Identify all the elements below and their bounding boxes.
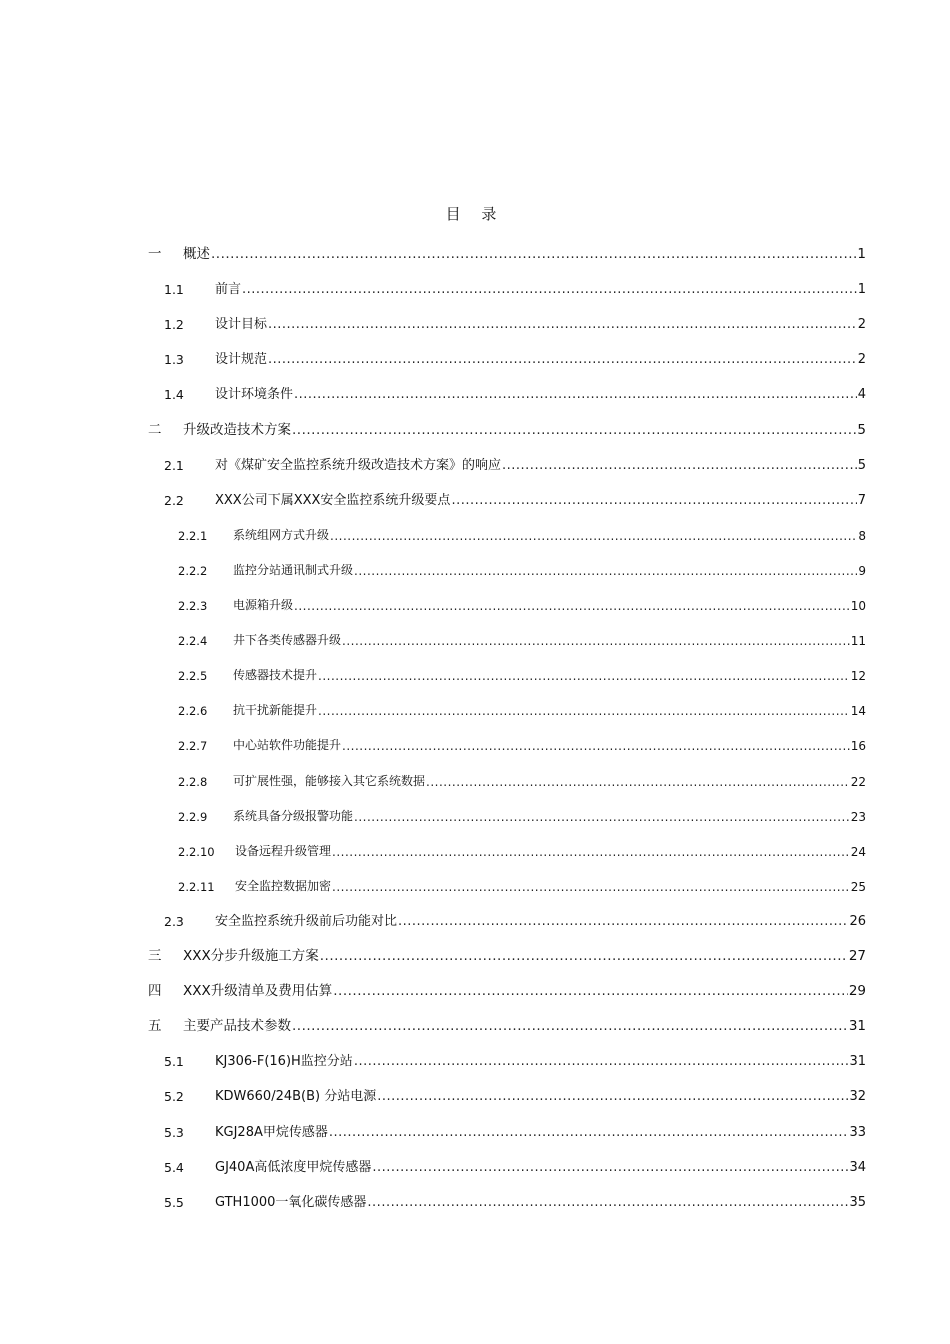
dot-leader xyxy=(242,282,857,297)
toc-entry-number: 2.2.3 xyxy=(178,599,208,613)
toc-entry-label: 升级改造技术方案 xyxy=(183,421,291,438)
toc-entry-page-number: 27 xyxy=(848,948,866,964)
dot-leader xyxy=(320,948,848,964)
toc-entry-page-number: 1 xyxy=(857,246,866,262)
toc-entry-label: 安全监控系统升级前后功能对比 xyxy=(215,913,398,929)
toc-entry-label: 设备远程升级管理 xyxy=(235,843,332,858)
toc-entry-label: GJ40A高低浓度甲烷传感器 xyxy=(215,1159,372,1175)
toc-entry-number: 1.1 xyxy=(164,282,184,298)
toc-entry-page-number: 4 xyxy=(857,387,866,403)
toc-entry-number: 2.2.1 xyxy=(178,528,208,543)
toc-entry-page-number: 1 xyxy=(857,282,866,298)
toc-entry-number: 2.2.4 xyxy=(178,634,208,649)
toc-entry-number: 1.3 xyxy=(164,352,184,368)
toc-entry-line xyxy=(183,979,866,999)
toc-entry[interactable] xyxy=(0,1012,950,1034)
dot-leader xyxy=(332,880,850,894)
toc-entry-label: 前言 xyxy=(215,282,242,298)
toc-entry-number: 2.2.11 xyxy=(178,879,215,894)
toc-entry-page-number: 5 xyxy=(857,421,866,438)
toc-entry-label: 井下各类传感器升级 xyxy=(233,633,342,648)
toc-entry-label: 中心站软件功能提升 xyxy=(233,738,342,753)
dot-leader xyxy=(354,564,857,578)
toc-entry[interactable] xyxy=(0,240,950,262)
toc-entry[interactable] xyxy=(0,696,950,718)
toc-entry-number: 五 xyxy=(148,1018,162,1035)
toc-entry-number: 5.3 xyxy=(164,1124,184,1140)
toc-entry-line xyxy=(215,1121,866,1140)
toc-entry[interactable] xyxy=(0,310,950,332)
dot-leader xyxy=(268,317,857,332)
toc-entry[interactable] xyxy=(0,942,950,964)
toc-entry-line xyxy=(215,489,866,508)
toc-entry-line xyxy=(215,1191,866,1210)
toc-entry-line xyxy=(235,877,866,894)
toc-entry-number: 2.2.6 xyxy=(178,704,208,719)
toc-entry[interactable] xyxy=(0,275,950,297)
toc-entry-label: 设计目标 xyxy=(215,317,268,333)
toc-entry-line xyxy=(215,1156,866,1175)
toc-entry-page-number: 29 xyxy=(848,983,866,1000)
toc-entry-label: XXX公司下属XXX安全监控系统升级要点 xyxy=(215,492,451,508)
toc-entry-page-number: 2 xyxy=(857,352,866,368)
toc-entry-number: 2.1 xyxy=(164,457,184,473)
toc-entry-page-number: 22 xyxy=(850,774,866,789)
toc-entry-line xyxy=(233,736,866,753)
toc-entry-number: 2.2.10 xyxy=(178,844,215,859)
toc-entry-label: 电源箱升级 xyxy=(233,598,294,612)
toc-entry[interactable] xyxy=(0,1047,950,1069)
toc-entry-label: KDW660/24B(B) 分站电源 xyxy=(215,1089,377,1105)
toc-entry-page-number: 14 xyxy=(850,704,866,719)
toc-entry-label: 设计环境条件 xyxy=(215,387,294,403)
toc-entry-number: 2.2.9 xyxy=(178,809,208,824)
toc-entry-line xyxy=(215,454,866,473)
toc-entry-page-number: 34 xyxy=(849,1159,866,1175)
toc-entry-page-number: 33 xyxy=(849,1124,866,1140)
toc-entry-number: 一 xyxy=(148,246,162,262)
dot-leader xyxy=(377,1089,848,1104)
toc-entry-page-number: 23 xyxy=(850,809,866,824)
toc-entry-number: 2.3 xyxy=(164,913,184,929)
toc-entry-number: 四 xyxy=(148,983,162,1000)
toc-entry[interactable] xyxy=(0,767,950,789)
toc-entry-page-number: 12 xyxy=(850,669,866,684)
toc-entry-page-number: 9 xyxy=(858,563,866,578)
toc-entry[interactable] xyxy=(0,837,950,859)
dot-leader xyxy=(451,493,856,508)
toc-entry-page-number: 25 xyxy=(850,879,866,894)
toc-entry-line xyxy=(215,278,866,297)
toc-entry-label: 抗干扰新能提升 xyxy=(233,703,318,718)
toc-entry-line xyxy=(215,383,866,402)
toc-entry-line xyxy=(215,1050,866,1069)
toc-entry-line xyxy=(183,944,866,964)
toc-entry[interactable] xyxy=(0,872,950,894)
toc-entry-label: 对《煤矿安全监控系统升级改造技术方案》的响应 xyxy=(215,457,502,473)
toc-entry-line xyxy=(183,242,866,262)
toc-entry-page-number: 7 xyxy=(857,492,866,508)
toc-entry-page-number: 31 xyxy=(849,1054,866,1070)
dot-leader xyxy=(268,352,857,367)
dot-leader xyxy=(211,246,856,262)
toc-entry-page-number: 26 xyxy=(849,913,866,929)
toc-title: 目 录 xyxy=(445,205,505,223)
dot-leader xyxy=(426,775,850,789)
toc-entry-line xyxy=(233,526,866,543)
toc-entry-line xyxy=(233,772,866,789)
toc-entry[interactable] xyxy=(0,380,950,402)
dot-leader xyxy=(318,704,850,718)
dot-leader xyxy=(367,1195,848,1210)
dot-leader xyxy=(398,914,848,929)
toc-entry-number: 三 xyxy=(148,948,162,964)
toc-entry-number: 二 xyxy=(148,421,162,438)
dot-leader xyxy=(294,387,857,402)
toc-entry-label: 系统具备分级报警功能 xyxy=(233,808,354,823)
toc-entry-label: 主要产品技术参数 xyxy=(183,1018,291,1035)
toc-entry-line xyxy=(183,1014,866,1034)
toc-entry-label: GTH1000一氧化碳传感器 xyxy=(215,1194,367,1210)
toc-entry-page-number: 32 xyxy=(849,1089,866,1105)
toc-entry[interactable] xyxy=(0,977,950,999)
toc-entry-number: 2.2.5 xyxy=(178,669,208,684)
dot-leader xyxy=(354,810,850,824)
toc-entry[interactable] xyxy=(0,556,950,578)
toc-entry-number: 2.2.8 xyxy=(178,774,208,789)
toc-entry[interactable] xyxy=(0,591,950,613)
toc-entry-page-number: 16 xyxy=(850,739,866,754)
toc-entry[interactable] xyxy=(0,1153,950,1175)
toc-entry-page-number: 11 xyxy=(850,634,866,649)
toc-entry-label: KJ306-F(16)H监控分站 xyxy=(215,1054,353,1070)
dot-leader xyxy=(342,739,850,753)
toc-entry-number: 5.5 xyxy=(164,1194,184,1210)
toc-entry-label: 设计规范 xyxy=(215,352,268,368)
toc-entry-label: 可扩展性强，能够接入其它系统数据 xyxy=(233,773,426,788)
toc-entry-line xyxy=(233,561,866,578)
toc-entry-line xyxy=(215,348,866,367)
dot-leader xyxy=(294,599,850,613)
toc-entry[interactable] xyxy=(0,907,950,929)
toc-entry[interactable] xyxy=(0,521,950,543)
toc-entry-number: 5.1 xyxy=(164,1054,184,1070)
toc-entry-page-number: 24 xyxy=(850,844,866,859)
toc-entry-label: XXX升级清单及费用估算 xyxy=(183,983,333,1000)
toc-entry[interactable] xyxy=(0,345,950,367)
toc-entry[interactable] xyxy=(0,626,950,648)
toc-entry[interactable] xyxy=(0,1188,950,1210)
toc-entry-number: 1.4 xyxy=(164,387,184,403)
toc-entry-line xyxy=(215,1085,866,1104)
toc-entry-line xyxy=(215,313,866,332)
toc-entry-number: 2.2.2 xyxy=(178,563,208,578)
toc-entry-line xyxy=(183,418,866,438)
toc-entry-number: 5.2 xyxy=(164,1089,184,1105)
toc-entry-label: 传感器技术提升 xyxy=(233,668,318,683)
toc-entry[interactable] xyxy=(0,1118,950,1140)
toc-entry-page-number: 10 xyxy=(850,599,866,613)
toc-entry[interactable] xyxy=(0,1082,950,1104)
toc-entry-label: 系统组网方式升级 xyxy=(233,527,330,542)
toc-entry-page-number: 35 xyxy=(849,1194,866,1210)
toc-entry[interactable] xyxy=(0,486,950,508)
toc-entry-line xyxy=(235,842,866,859)
toc-entry[interactable] xyxy=(0,451,950,473)
dot-leader xyxy=(292,1018,848,1034)
dot-leader xyxy=(372,1160,848,1175)
toc-entry[interactable] xyxy=(0,661,950,683)
toc-entry-line xyxy=(233,631,866,648)
toc-entry-line xyxy=(233,807,866,824)
toc-entry-number: 1.2 xyxy=(164,317,184,333)
toc-entry-page-number: 31 xyxy=(848,1018,866,1035)
toc-entry-label: 安全监控数据加密 xyxy=(235,878,332,893)
toc-entry[interactable] xyxy=(0,731,950,753)
toc-entry-page-number: 8 xyxy=(858,528,866,543)
dot-leader xyxy=(330,529,857,543)
dot-leader xyxy=(318,669,850,683)
toc-entry-line xyxy=(215,910,866,929)
dot-leader xyxy=(292,422,856,438)
toc-entry-label: XXX分步升级施工方案 xyxy=(183,948,319,964)
toc-entry-number: 2.2 xyxy=(164,492,184,508)
toc-entry-label: KGJ28A甲烷传感器 xyxy=(215,1124,328,1140)
dot-leader xyxy=(333,983,848,999)
toc-entry[interactable] xyxy=(0,802,950,824)
dot-leader xyxy=(329,1125,849,1140)
dot-leader xyxy=(342,634,850,648)
dot-leader xyxy=(354,1054,849,1069)
toc-entry-line xyxy=(233,701,866,718)
toc-entry-number: 5.4 xyxy=(164,1159,184,1175)
toc-entry-label: 概述 xyxy=(183,246,210,262)
toc-entry-line xyxy=(233,596,866,613)
toc-entry-page-number: 5 xyxy=(857,457,866,473)
dot-leader xyxy=(502,458,857,473)
toc-entry-page-number: 2 xyxy=(857,317,866,333)
toc-entry[interactable] xyxy=(0,416,950,438)
toc-entry-label: 监控分站通讯制式升级 xyxy=(233,562,354,577)
dot-leader xyxy=(332,845,850,859)
toc-entry-number: 2.2.7 xyxy=(178,739,208,754)
toc-entry-line xyxy=(233,666,866,683)
